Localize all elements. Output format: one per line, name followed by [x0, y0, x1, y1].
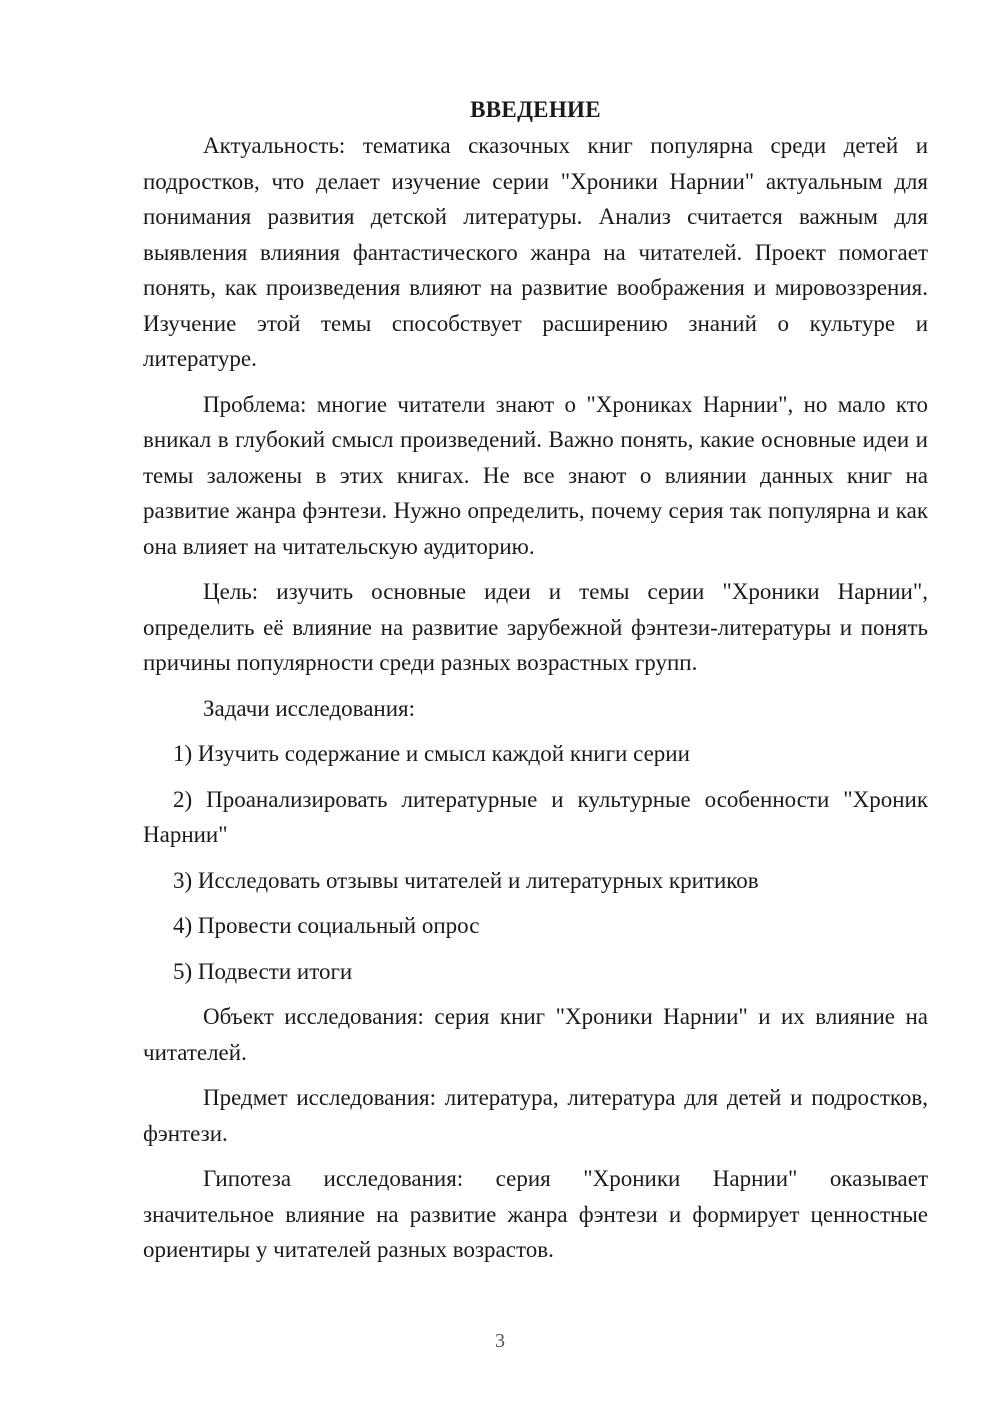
- document-page: [143, 92, 928, 1278]
- tasks-heading: Задачи исследования:: [203, 695, 416, 721]
- task-item-5: 5) Подвести итоги: [173, 958, 353, 984]
- page-title: ВВЕДЕНИЕ: [470, 97, 601, 122]
- relevance-paragraph: Актуальность: тематика сказочных книг популярна среди детей и подростков, что делает изучение серии "Хроники Нарнии" актуальным для понимания развития детской литературы. Анализ считается важным для выявления влияния фантастического жанра на читателей. Проект помогает понять, как произведения влияют на развитие воображения и мировоззрения. Изучение этой темы способствует расширению знаний о культуре и литературе.: [143, 133, 928, 371]
- task-item-4: 4) Провести социальный опрос: [173, 913, 480, 938]
- problem-paragraph: Проблема: многие читатели знают о "Хрониках Нарнии", но мало кто вникал в глубокий смысл произведений. Важно понять, какие основные идеи и темы заложены в этих книгах. Не все знают о влиянии данных книг на развитие жанра фэнтези. Нужно определить, почему серия так популярна и как она влияет на читательскую аудиторию.: [143, 391, 928, 559]
- hypothesis-paragraph: Гипотеза исследования: серия "Хроники Нарнии" оказывает значительное влияние на развитие жанра фэнтези и формирует ценностные ориентиры у читателей разных возрастов.: [143, 1166, 928, 1262]
- object-paragraph: Объект исследования: серия книг "Хроники Нарнии" и их влияние на читателей.: [143, 1004, 928, 1065]
- task-item-3: 3) Исследовать отзывы читателей и литературных критиков: [173, 867, 759, 893]
- task-item-1: 1) Изучить содержание и смысл каждой книги серии: [173, 741, 690, 766]
- page-number: 3: [495, 1330, 505, 1352]
- task-item-2: 2) Проанализировать литературные и культурные особенности "Хроник Нарнии": [143, 786, 928, 847]
- goal-paragraph: Цель: изучить основные идеи и темы серии "Хроники Нарнии", определить её влияние на развитие зарубежной фэнтези-литературы и понять причины популярности среди разных возрастных групп.: [143, 579, 928, 675]
- subject-paragraph: Предмет исследования: литература, литература для детей и подростков, фэнтези.: [143, 1085, 928, 1146]
